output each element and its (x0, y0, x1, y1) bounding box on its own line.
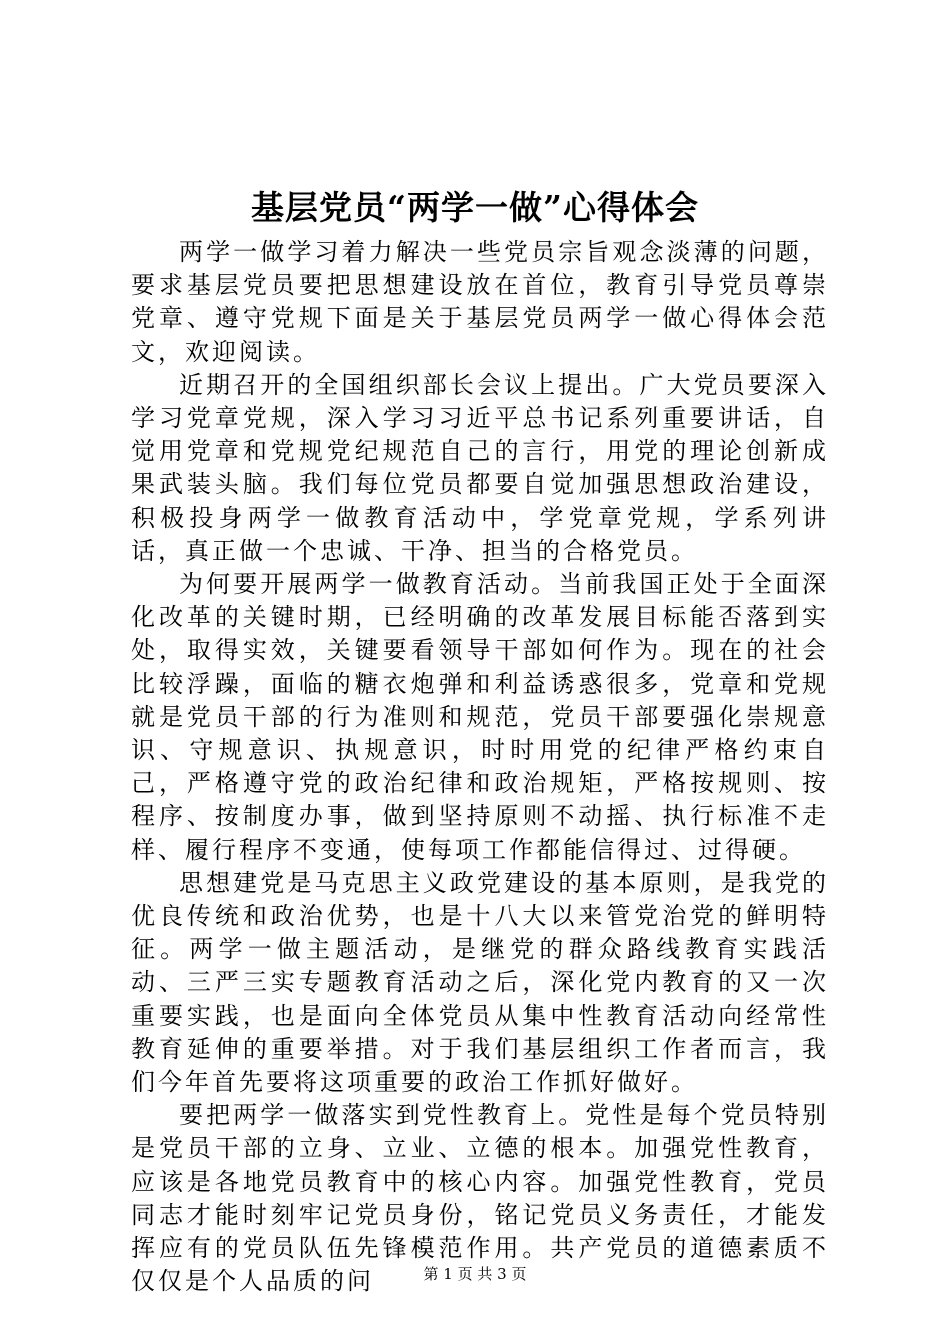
document-body (131, 236, 829, 1299)
document-title: 基层党员“两学一做”心得体会 (251, 188, 699, 227)
paragraph-intro: 两学一做学习着力解决一些党员宗旨观念淡薄的问题，要求基层党员要把思想建设放在首位，教育引导党员尊崇党章、遵守党规下面是关于基层党员两学一做心得体会范文，欢迎阅读。 (131, 238, 829, 366)
paragraph-3: 为何要开展两学一做教育活动。当前我国正处于全面深化改革的关键时期，已经明确的改革发展目标能否落到实处，取得实效，关键要看领导干部如何作为。现在的社会比较浮躁，面临的糖衣炮弹和利益诱惑很多，党章和党规就是党员干部的行为准则和规范，党员干部要强化崇规意识、守规意识、执规意识，时时用党的纪律严格约束自己，严格遵守党的政治纪律和政治规矩，严格按规则、按程序、按制度办事，做到坚持原则不动摇、执行标准不走样、履行程序不变通，使每项工作都能信得过、过得硬。 (131, 570, 829, 864)
paragraph-4: 思想建党是马克思主义政党建设的基本原则，是我党的优良传统和政治优势，也是十八大以来管党治党的鲜明特征。两学一做主题活动，是继党的群众路线教育实践活动、三严三实专题教育活动之后，深化党内教育的又一次重要实践，也是面向全体党员从集中性教育活动向经常性教育延伸的重要举措。对于我们基层组织工作者而言，我们今年首先要将这项重要的政治工作抓好做好。 (131, 868, 829, 1097)
paragraph-5: 要把两学一做落实到党性教育上。党性是每个党员特别是党员干部的立身、立业、立德的根本。加强党性教育，应该是各地党员教育中的核心内容。加强党性教育，党员同志才能时刻牢记党员身份，铭记党员义务责任，才能发挥应有的党员队伍先锋模范作用。共产党员的道德素质不仅仅是个人品质的问 (131, 1101, 829, 1296)
paragraph-2: 近期召开的全国组织部长会议上提出。广大党员要深入学习党章党规，深入学习习近平总书记系列重要讲话，自觉用党章和党规党纪规范自己的言行，用党的理论创新成果武装头脑。我们每位党员都要自觉加强思想政治建设，积极投身两学一做教育活动中，学党章党规，学系列讲话，真正做一个忠诚、干净、担当的合格党员。 (131, 370, 829, 565)
page-number-footer: 第 1 页 共 3 页 (423, 1265, 527, 1283)
